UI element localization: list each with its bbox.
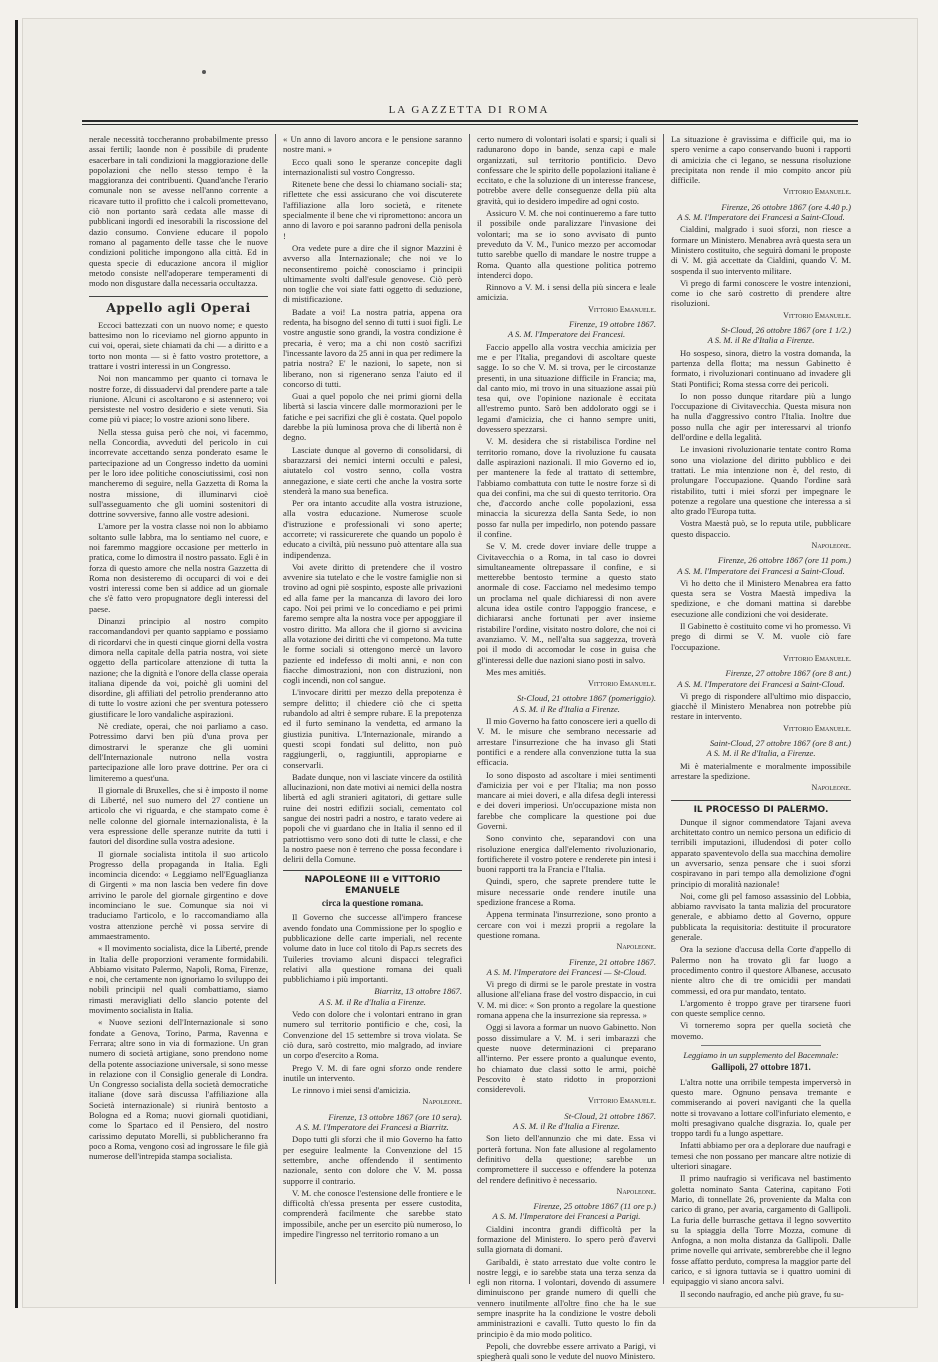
paragraph: Dinanzi principio al nostro compito raccomandandovi per quanto sappiamo e possiamo di ricordarvi che in questi cinque giorni della vostra dimora nella capitale della patria nostra, voi siete oggetto della particolare attenzione di tutta la nazione; che la dignità e l'onore della classe operaia italiana dipende da voi, poichè gli uomini del disordine, gli affiliati del petrolio prenderanno atto di tutte lo vostre azioni che per sventura potessero giustificare le loro vandaliche aspirazioni. [89, 616, 268, 719]
addressee: A S. M. l'Imperatore dei Francesi. [507, 329, 626, 340]
paragraph: Il giornale socialista intitola il suo articolo Progresso della propaganda in Italia. Egli incomincia dicendo: « Leggiamo nell'Eguaglianza di Girgenti » ma non lascia ben vedere fin dove arrivino le parole del giornale girgentino e dove incominciano le sue. Comunque sia noi vi traduciamo l'articolo, e lo raccomandiamo alla vostra attenzione perchè vi possa servire di ammaestramento. [89, 848, 268, 941]
article-heading: Appello agli Operai [89, 296, 268, 313]
dateline: Firenze, 13 ottobre 1867 (ore 10 sera). [328, 1111, 462, 1122]
paragraph: Io sono disposto ad ascoltare i miei sentimenti d'amicizia per voi e per l'Italia; ma non posso mancare ai miei doveri, e alla difesa degli interessi e dei doveri imperiosi. Un'occupazione mista non farebbe che complicare la questione poi due Governi. [477, 769, 656, 831]
dateline: Firenze, 26 ottobre 1867 (ore 4.40 p.) [721, 201, 851, 212]
signature: Vittorio Emanuele. [783, 187, 851, 197]
addressee: A S. M. il Re d'Italia a Firenze. [707, 335, 815, 346]
paragraph: V. M. che conosce l'estensione delle frontiere e le difficoltà ch'essa presenta per essere custodita, comprenderà facilmente che sarebbe stato impossibile, anche per un esercito più numeroso, lo impedire l'ingresso nel territorio romano a un [283, 1187, 462, 1239]
paragraph: Cialdini incontra grandi difficoltà per la formazione del Ministero. Io spero però d'avervi sulla giornata di domani. [477, 1223, 656, 1255]
signature: Vittorio Emanuele. [588, 1096, 656, 1106]
paragraph: Guai a quel popolo che nei primi giorni della libertà si lascia vincere dalle mormorazioni per le fatiche e pei sacrifizi che gli è costata. Quel popolo darebbe la più luminosa prova che di libertà non è degno. [283, 391, 462, 443]
paragraph: Mes mes amitiés. [486, 666, 546, 677]
lead-line: Leggiamo in un supplemento del Bacemnale: [683, 1050, 839, 1061]
paragraph: Garibaldi, è stato arrestato due volte contro le nostre leggi, e io sarebbe stata una terza senza da egli non ritorna. I volontari, dovendo di assumere diminuiscono per grande numero di quelli che vennero inutilmente all'oltre fino che ha le sue sempre inasprite ha la condizione le vostre deboli amministrazioni e cavalli. Tutto questo lo fin da principio è da mio modo politico. [477, 1256, 656, 1339]
signature: Napoleone. [616, 942, 656, 952]
paragraph: Il Gabinetto è costituito come vi ho promesso. Vi prego di dirmi se V. M. vuole ciò fare l'occupazione. [671, 621, 851, 652]
addressee: A S. M. il Re d'Italia, a Firenze. [706, 748, 816, 759]
paragraph: « Nuove sezioni dell'Internazionale si sono fondate a Genova, Torino, Parma, Ravenna e Ferrara; altre sono in via di formazione. Un gran numero di società artigiane, sono prendono nome della potente associazione universale, si sono messe in relazione con il Consiglio generale di Londra. Un Congresso socialista della società democratiche italiane (dove sarà discussa l'affiliazione alla Società internazionale) si riunirà bentosto a Bologna ed a Roma; nuovi giornali quotidiani, come lo Spartaco ed il Pensiero, del nostro carissimo deputato Morelli, si pubblicheranno fra poco a Roma, vengono così ad ingrossare le file già numerose dell'intrepida stampa socialista. [89, 1017, 268, 1162]
page-header [0, 92, 938, 128]
signature: Vittorio Emanuele. [783, 723, 851, 733]
paragraph: Lasciate dunque al governo di consolidarsi, di sbarazzarsi dei nemici interni occulti e palesi, aiutatelo col vostro senno, colla vostra annegazione, e siate certi che anche la vostra sorte stenderà la mano sua benefica. [283, 444, 462, 496]
dateline: Saint-Cloud, 27 ottobre 1867 (ore 8 ant.) [709, 738, 851, 749]
signature: Napoleone. [616, 1186, 656, 1196]
dateline: Firenze, 25 ottobre 1867 (11 ore p.) [533, 1201, 656, 1212]
paragraph: Le invasioni rivoluzionarie tentate contro Roma sono una violazione del diritto pubblico e dei trattati. Le mia intenzione non è, del resto, di prolungare l'occupazione. Quando l'ordine sarà ristabilito, tutti i miei sforzi per impegnare le potenze a regolare una questione che interessa a sì alto grado l'Europa tutta. [671, 444, 851, 517]
paragraph: Voi avete diritto di pretendere che il vostro avvenire sia tutelato e che le vostre famiglie non si trovino ad ogni piè sospinto, esposte alle privazioni ed alla fame per la mancanza di lavoro dei loro capo. Noi pei primi ve lo concediamo e pei primi faremo sempre alta la nostra voce per appoggiare il vostro diritto. Ma allora che il giorno si avvicina alla votazione dei diritti che vi competono. Ma tutte le forme sociali si ottengono mercè un lavoro paziente ed indefesso di molti anni, e non con fiacche dimostrazioni, non con distruzioni, non cogli incendi, non col sangue. [283, 561, 462, 686]
paragraph: Il mio Governo ha fatto conoscere ieri a quello di V. M. le misure che sembrano necessarie ad arrestare l'insurrezione che ha invaso gli Stati pontifici e a rendere alla convenzione tutta la sua efficacia. [477, 716, 656, 768]
paragraph: Ho sospeso, sinora, dietro la vostra domanda, la partenza della flotta; ma nessun Gabinetto è formato, i rivoluzionari continuano ad invadere gli Stati Pontifici; Roma stessa corre dei pericoli. [671, 347, 851, 389]
section-separator [701, 1045, 821, 1046]
page-edge-shadow [15, 20, 18, 1308]
paragraph: V. M. desidera che si ristabilisca l'ordine nel territorio romano, dove la rivoluzione fu causata dalle aspirazioni nazionali. Il mio Governo ed io, per mantenere la fede al trattato di settembre, l'abbiamo combattuta con tutte le nostre forze sì di qua dei confini, ma che sui di questo territorio. Ora che, d'accordo anche colle popolazioni, essa minaccia la sicurezza della Santa Sede, io non posso far nulla per impedirlo, non potendo passare il confine. [477, 436, 656, 539]
dateline: Firenze, 19 ottobre 1867. [569, 319, 656, 330]
paragraph: Cialdini, malgrado i suoi sforzi, non riesce a formare un Ministero. Menabrea avrà questa sera un Ministero costituito, che seguirà domani le proposte di V. M. già accettate da Cialdini, quando V. M. sospenda il suo intervento militare. [671, 224, 851, 276]
paragraph: Prego V. M. di fare ogni sforzo onde rendere inutile un intervento. [283, 1062, 462, 1083]
paragraph: Il secondo naufragio, ed anche più grave, fu su- [680, 1288, 844, 1299]
addressee: A S. M. l'Imperatore dei Francesi — St-Cloud. [486, 966, 647, 977]
paragraph: Infatti abbiamo per ora a deplorare due naufragi e temesi che non possano per mancare altre notizie di ulteriori sinagare. [671, 1140, 851, 1172]
column-3 [470, 134, 664, 1362]
paragraph: La situazione è gravissima e difficile qui, ma io spero venirne a capo conservando buoni i rapporti di amicizia che ci legano, se nessuna risoluzione precipitata non rende il mio compito ancor più difficile. [671, 134, 851, 186]
paragraph: Mi è materialmente e moralmente impossibile arrestare la spedizione. [671, 760, 851, 781]
paragraph: Rinnovo a V. M. i sensi della più sincera e leale amicizia. [477, 282, 656, 303]
addressee: A S. M. il Re d'Italia a Firenze. [513, 1121, 620, 1132]
article-heading: NAPOLEONE III e VITTORIO EMANUELE [283, 870, 462, 896]
header-rule-thin [82, 124, 858, 125]
columns [82, 134, 858, 1362]
dateline: St-Cloud, 26 ottobre 1867 (ore 1 1/2.) [720, 325, 851, 336]
paragraph: Vi prego di dirmi se le parole prestate in vostra allusione all'eliana frase del vostro dispaccio, in cui V. M. mi dice: « Son pronto a regolare la questione romana appena che la insurrezione sia repressa. » [477, 979, 656, 1021]
ink-speck [202, 70, 206, 74]
paragraph: « Il movimento socialista, dice la Liberté, prende in Italia delle proporzioni veramente formidabili. Abbiamo visitato Palermo, Napoli, Roma, Firenze, e noi, che certamente non ignoriamo lo sviluppo dei nobili principii nel quali combattiamo, siamo rimasti meravigliati dello slancio potente del movimento socialista in Italia. [89, 943, 268, 1016]
article-heading: IL PROCESSO DI PALERMO. [671, 800, 851, 815]
paragraph: Noi non mancammo per quanto ci tornava le nostre forze, di dissuadervi dal prendere parte a tale riunione. Alcuni ci ascoltarono e si astennero; voi persisteste nel vostro desiderio e siete venuti. Sia come più vi piace; lo vostre azioni sono libere. [89, 373, 268, 425]
addressee: A S. M. l'Imperatore dei Francesi a Biarritz. [296, 1122, 449, 1133]
dateline: St-Cloud, 21 ottobre 1867. [564, 1110, 656, 1121]
paragraph: Noi, come gli pel famoso assassinio del Lobbia, abbiamo ravvisato la tanta malizia del procuratore generale, e abbiamo detto al Governo, oppure pubblicata la requisitoria: destituite il procuratore generale. [671, 890, 851, 943]
paragraph: nerale necessità toccheranno probabilmente presso assai fertili; laonde non è possibile di prudente esacerbare in tali condizioni la maggiorazione delle popolazioni che nello stesso tempo è la maggioranza dei contribuenti. Quand'anche l'erario comunale non se avesse nell'anno corrente a ricavare tutto il profitto che i calcoli promettevano, ciò non portanto sarà cedata alle masse di pubblicani ingordi ed inesorabili la riscossione del dazio consumo. Conviene educare il popolo romano al pagamento delle tasse che le nuove condizioni politiche impongono alla città. Ed in questa specie di educazione ancora il miglior metodo consiste nell'adoperare temperamenti di modo non disgustare dalla necessaria occultazza. [89, 134, 268, 289]
column-1 [82, 134, 276, 1284]
running-head: LA GAZZETTA DI ROMA [388, 104, 550, 116]
paragraph: Badate a voi! La nostra patria, appena ora redenta, ha bisogno del senno di tutti i suoi figli. Le vostre angustie sono grandi, la vostra condizione è precaria, è vero; ma a chi non costò sacrifizi l'incessante lavoro da 25 anni in qua per redimere la patria nostra? E' le nazioni, lo sapete, non si liberano, non si rigenerano senza l'aiuto ed il concorso di tutti. [283, 306, 462, 389]
column-2 [276, 134, 470, 1284]
paragraph: Pepoli, che dovrebbe essere arrivato a Parigi, vi spiegherà quali sono le vedute del nuovo Ministero. [477, 1340, 656, 1362]
paragraph: Vi prego di farmi conoscere le vostre intenzioni, come io che sarò costretto di prendere altre risoluzioni. [671, 277, 851, 309]
paragraph: Per ora intanto accudite alla vostra istruzione, alla vostra educazione. Numerose scuole d'istruzione e professionali vi sono aperte; accorrete; vi rassicurerete che quando un popolo è educato a civiltà, più nessuno può attentare alla sua indipendenza. [283, 498, 462, 560]
dateline: Biarritz, 13 ottobre 1867. [374, 986, 462, 997]
paragraph: Ora la sezione d'accusa della Corte d'appello di Palermo non ha trovato gli far luogo a procedimento contro il questore Albanese, accusato niente altro che di tre omicidii per mandati commessi, ed ora pur mandato, tentato. [671, 944, 851, 996]
addressee: A S. M. il Re d'Italia a Firenze. [319, 996, 426, 1007]
signature: Vittorio Emanuele. [588, 679, 656, 689]
paragraph: Appena terminata l'insurrezione, sono pronto a cercare con voi i mezzi proprii a regolare la questione romana. [477, 909, 656, 940]
paragraph: Nè crediate, operai, che noi parliamo a caso. Potressimo darvi ben più d'una prova per dimostrarvi le speranze che gli uomini dell'Internazionale nutrono nella vostra partecipazione alle loro prave dottrine. Per ora ci limiteremo a quest'una. [89, 721, 268, 783]
paragraph: Vostra Maestà può, se lo reputa utile, pubblicare questo dispaccio. [671, 518, 851, 539]
addressee: A S. M. l'Imperatore dei Francesi a Saint-Cloud. [677, 212, 845, 223]
paragraph: L'altra notte una orribile tempesta imperversò in questo mare. Ognuno pensava tremante e commiserando ai poveri naviganti che la quella notte si trovavano a lottare coll'infuriato elemento, e molti presagivano qualche disgrazia. Io, quale per troppo tardi fu a lungo aspettare. [671, 1076, 851, 1139]
article-subheading: circa la questione romana. [321, 898, 424, 909]
signature: Vittorio Emanuele. [783, 653, 851, 663]
addressee: A S. M. l'Imperatore dei Francesi a Parigi. [492, 1211, 641, 1222]
addressee: A S. M. l'Imperatore dei Francesi a Saint-Cloud. [677, 678, 845, 689]
paragraph: « Un anno di lavoro ancora e le pensione saranno nostre mani. » [283, 134, 462, 155]
paragraph: certo numero di volontari isolati e sparsi; i quali si radunarono dopo in bande, senza capi e male organizzati, sul territorio pontificio. Devo confessare che le spirito delle popolazioni italiane è eccitato, e che la soluzione di un interesse francese, potrebbe avere delle conseguenze della più alta gravità, qui io desidero impedire ad ogni costo. [477, 134, 656, 206]
paragraph: Faccio appello alla vostra vecchia amicizia per me e per l'Italia, pregandovi di ascoltare queste sagge. Io so che V. M. si trova, per le circostanze presenti, in una situazione difficile in Francia; ma, dal canto mio, mi trovo in una situazione assai più tesa qui, ove l'opinione nazionale è eccitata all'estremo punto. Sarò ben addolorato oggi se i legami d'amicizia, che ci hanno sempre uniti, dovessero spezzarsi. [477, 341, 656, 435]
paragraph: Dopo tutti gli sforzi che il mio Governo ha fatto per eseguire lealmente la Convenzione del 15 settembre, anche offendendo il sentimento nazionale, sento con dolore che V. M. possa supporre il contrario. [283, 1134, 462, 1186]
signature: Vittorio Emanuele. [783, 310, 851, 320]
dateline-gallipoli: Gallipoli, 27 ottobre 1871. [711, 1062, 811, 1073]
column-4 [664, 134, 858, 1299]
paragraph: Sono convinto che, separandovi con una risoluzione energica dall'elemento rivoluzionario, fortificherete il vostro potere e renderete pin intesi i buoni rapporti tra la Francia e l'Italia. [477, 833, 656, 875]
addressee: A S. M. l'Imperatore dei Francesi a Saint-Cloud. [677, 565, 845, 576]
paragraph: Dunque il signor commendatore Tajani aveva architettato contro un nemico persona un edificio di terribili imputazioni, illudendosi di poter collo apparato spaventevolo della sua macchina demolire un avversario, senza pensare che i suoi sforzi cospiravano in pari tempo alla demolizione d'ogni principio di moralità nazionale! [671, 816, 851, 889]
dateline: Firenze, 27 ottobre 1867 (ore 8 ant.) [725, 668, 851, 679]
paragraph: Ora vedete pure a dire che il signor Mazzini è avverso alla Internazionale; che noi ve lo neconsentiremo poichè conosciamo i principii ultimamente svolti dall'esule genovese. Ciò però non toglie che voi siate fatti oggetto di seduzione, di mistificazione. [283, 242, 462, 305]
signature: Napoleone. [811, 540, 851, 550]
signature: Napoleone. [811, 783, 851, 793]
dateline: Firenze, 26 ottobre 1867 (ore 11 pom.) [717, 555, 851, 566]
signature: Napoleone. [422, 1097, 462, 1107]
paragraph: Vi ho detto che il Ministero Menabrea era fatto questa sera se Vostra Maestà impediva la spedizione, e che domani mattina si darebbe esecuzione alle condizioni che voi desiderate. [671, 577, 851, 619]
paragraph: Le rinnovo i miei sensi d'amicizia. [292, 1085, 411, 1096]
paragraph: Il Governo che successe all'impero francese avendo fondato una Commissione per lo spoglio e pubblicazione delle carte imperiali, nel recente volume dato in luce col titolo di Pap.rs secrets des Tuileries troviamo alcuni dispacci telegrafici relativi alla questione romana dei quali pubblichiamo i più importanti. [283, 912, 462, 985]
paragraph: L'invocare diritti per mezzo della prepotenza è sempre delitto; il chiedere ciò che ci spetta rubandolo ad altri è sempre rubare. E la prepotenza ed il furto seminano la vendetta, ed armano la giustizia punitiva. L'Internazionale, mirando a questi scopi fondati sul delitto, non può raggiungerli, o, raggiuntili, appropiarne e conservarli. [283, 687, 462, 770]
paragraph: Se V. M. crede dover inviare delle truppe a Civitavecchia o a Roma, in tal caso io dovrei simultaneamente oltrepassare il confine, e si metterebbe bentosto termine a questo stato anormale di cose. Facciamo nel medesimo tempo un proclama nel quale dichiaressi di non avere alcuna idea ostile contro l'appoggio francese, e dichiararsi anche fortunati per aver insieme ristabilire l'ordine, visitato nostro dolore, che noi ci avanziamo. V. M., nell'alta sua saggezza, troverà poi il modo di accomodar le cose in guisa che gl'interessi delle due nazioni siano posti in salvo. [477, 541, 656, 665]
header-rule [82, 120, 858, 122]
paragraph: Vi prego di rispondere all'ultimo mio dispaccio, giacchè il Ministero Menabrea non potrebbe più restare in intervento. [671, 690, 851, 722]
paragraph: Quindi, spero, che saprete prendere tutte le misure necessarie onde rendere inutile una spedizione francese a Roma. [477, 876, 656, 908]
paragraph: L'argomento è troppo grave per tirarsene fuori con queste semplice cenno. [671, 997, 851, 1019]
paragraph: Il primo naufragio si verificava nel bastimento goletta nominato Santa Caterina, capitano Foti Mario, di tonnellate 26, proveniente da Malta con carico di grano, per avaria, cargamento di Gallipoli. La furia delle burrasche gettava il legno sovvertito su la spiaggia della Torre Mozza, comune di Anfogna, a non molta distanza da Gallipoli. Dalle prime novelle qui arrivate, sembrerebbe che il legno fosse affatto perduto, compresa la maggior parte del carico, e si ignora tuttavia se i quattro uomini di equipaggio vi siano ancora salvi. [671, 1173, 851, 1287]
dateline: Firenze, 21 ottobre 1867. [569, 956, 656, 967]
paragraph: Ecco quali sono le speranze concepite dagli internazionalisti sul vostro Congresso. [283, 156, 462, 177]
paragraph: Il giornale di Bruxelles, che si è imposto il nome di Liberté, nel suo numero del 27 contiene un articolo che vi riguarda, e che stampato come è nelle colonne del giornale internazionalista, è la vera espressione delle speranze nutrite da tutti i fautori del disordine sulla vostra adesione. [89, 784, 268, 847]
paragraph: Son lieto dell'annunzio che mi date. Essa vi porterà fortuna. Non fate allusione al regolamento definitivo della questione; sarebbe un compromettere il successo e offendere la potenza del rendere definitivo è necessario. [477, 1133, 656, 1185]
signature: Vittorio Emanuele. [588, 304, 656, 314]
paragraph: Vedo con dolore che i volontari entrano in gran numero sul territorio pontificio e che, così, la Convenzione del 15 settembre si trova violata. Se ciò dura, sarò costretto, mio malgrado, ad inviare un corpo d'esercito a Roma. [283, 1009, 462, 1061]
paragraph: Nella stessa guisa però che noi, vi facemmo, nella Concordia, avveduti del pericolo in cui incorrevate accettando senza ponderato esame le partecipazione ad un Congresso indetto da uomini per le loro idee politiche conosciutissimi, così non mancheremo di seguire, nella Gazzetta di Roma la nostra missione, di illuminarvi cioè sull'asseguamento che gli uomini sostenitori di dottrine sovversive, fanno alle vostre adesioni. [89, 426, 268, 520]
paragraph: Eccoci battezzati con un nuovo nome; e questo battesimo non lo riceviamo nel giorno appunto in cui voi, operai, siete chiamati da chi — a diritto e a torto non monta — si è fatto vostro protettore, a trattare i vostri interessi in un Congresso. [89, 319, 268, 371]
paragraph: Vi torneremo sopra per quella società che movemo. [671, 1020, 851, 1041]
paragraph: Oggi si lavora a formar un nuovo Gabinetto. Non posso dissimulare a V. M. i seri imbarazzi che queste nuove determinazioni ci preparano all'interno. Per essere pronto a qualunque evento, ho chiamato due classi sotto le armi, poichè Pescovito è stato ridotto in proporzioni considerevoli. [477, 1022, 656, 1095]
addressee: A S. M. il Re d'Italia a Firenze. [513, 703, 620, 714]
paragraph: L'amore per la vostra classe noi non lo abbiamo soltanto sulle labbra, ma lo sentiamo nel cuore, e noi faremmo maggiore occasione per metterlo in pratica, come lo dimostra il nostro passato. Egli è in forza di questo amore che nella nostra Gazzetta di Roma non desisteremo di occuparci di voi e dei vostri interessi come ben si addice ad un giornale che s'è fatto vero propugnatore degli interessi del paese. [89, 521, 268, 614]
dateline: St-Cloud, 21 ottobre 1867 (pomeriggio). [516, 693, 656, 704]
paragraph: Io non posso dunque ritardare più a lungo l'occupazione di Civitavecchia. Questa misura non ha nulla d'aggressivo contro l'Italia. Inoltre due posso nulla che agir per interessarvi al trionfo dell'ordine e della legalità. [671, 390, 851, 443]
paragraph: Assicuro V. M. che noi continueremo a fare tutto il possibile onde paralizzare l'invasione dei volontari; ma se io sono avvisato di punto preveduto da V. M., l'unico mezzo per accomodar tutto sarebbe quello di mandare le nostre truppe a Roma. Quanto alla questione politica potremo intenderci dopo. [477, 208, 656, 280]
paragraph: Badate dunque, non vi lasciate vincere da ostilità allucinazioni, non date motivi ai nemici della nostra libertà ed agli stranieri agitatori, di gettare sulle ruine dei nostri edifizii sociali, cementato col sangue dei nostri padri a nostro, e tarato vedere ai popoli che vi guardano che in Italia il senno ed il patriottismo vero sono doti di tutte le classi, e che la nostro paese non è terreno che possa fecondare i delirii della Comune. [283, 771, 462, 865]
paragraph: Ritenete bene che dessi lo chiamano sociali- sta; riflettete che essi assicurano che voi discuterete l'affiliazione alla loro società, e ritenete specialmente il bene che vi ripromettono: ancora un anno di lavoro e poi saranno padroni della penisola ! [283, 179, 462, 241]
